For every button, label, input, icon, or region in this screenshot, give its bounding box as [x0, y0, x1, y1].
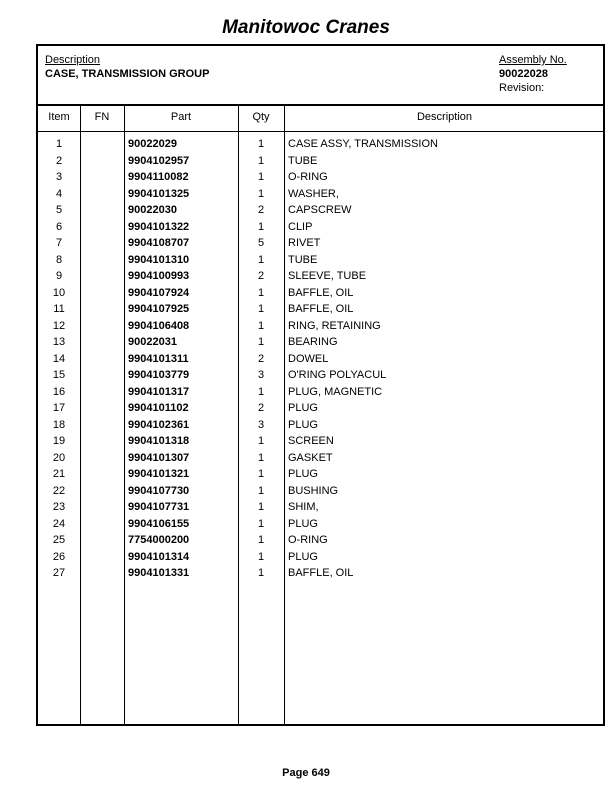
quantity: 1	[257, 253, 265, 266]
quantity: 1	[257, 468, 265, 480]
item-number: 21	[52, 468, 66, 480]
item-number: 16	[52, 385, 66, 398]
quantity: 1	[257, 534, 265, 546]
description-value: CASE, TRANSMISSION GROUP	[45, 68, 210, 80]
part-number: 90022031	[128, 336, 177, 348]
quantity: 1	[257, 303, 265, 315]
parts-list-frame	[36, 44, 605, 726]
item-number: 25	[52, 534, 66, 546]
part-number: 9904101322	[128, 220, 190, 233]
item-number: 3	[55, 171, 63, 183]
header-divider	[38, 104, 603, 106]
part-number: 9904107924	[128, 286, 190, 299]
table-row	[38, 485, 603, 502]
table-row	[38, 468, 603, 485]
part-number: 9904101317	[128, 385, 190, 398]
table-row	[38, 567, 603, 584]
part-description: O'RING POLYACUL	[288, 369, 387, 381]
part-description: SCREEN	[288, 435, 334, 447]
column-header-part: Part	[170, 111, 192, 123]
item-number: 1	[55, 138, 63, 150]
table-row	[38, 171, 603, 188]
part-description: BAFFLE, OIL	[288, 303, 354, 315]
table-row	[38, 551, 603, 568]
part-description: SHIM,	[288, 501, 319, 513]
page-title: Manitowoc Cranes	[222, 17, 390, 38]
item-number: 24	[52, 517, 66, 530]
item-number: 4	[55, 187, 63, 200]
part-description: O-RING	[288, 171, 328, 183]
quantity: 2	[257, 270, 265, 282]
item-number: 26	[52, 550, 66, 563]
table-row	[38, 204, 603, 221]
table-row	[38, 287, 603, 304]
item-number: 13	[52, 336, 66, 348]
part-number: 9904101318	[128, 435, 190, 447]
part-description: RIVET	[288, 237, 321, 249]
part-description: PLUG	[288, 402, 318, 414]
item-number: 14	[52, 352, 66, 365]
quantity: 2	[257, 352, 265, 365]
table-row	[38, 188, 603, 205]
table-row	[38, 402, 603, 419]
table-row	[38, 419, 603, 436]
item-number: 8	[55, 253, 63, 266]
quantity: 3	[257, 369, 265, 381]
table-row	[38, 237, 603, 254]
part-description: CLIP	[288, 220, 313, 233]
quantity: 1	[257, 435, 265, 447]
part-description: TUBE	[288, 253, 318, 266]
part-number: 7754000200	[128, 534, 190, 546]
part-description: RING, RETAINING	[288, 319, 381, 332]
quantity: 1	[257, 501, 265, 513]
part-description: WASHER,	[288, 187, 339, 200]
assembly-no-value: 90022028	[499, 68, 548, 80]
quantity: 5	[257, 237, 265, 249]
quantity: 1	[257, 171, 265, 183]
table-row	[38, 155, 603, 172]
part-description: CAPSCREW	[288, 204, 352, 216]
column-header-description: Description	[416, 111, 473, 123]
assembly-no-label: Assembly No.	[499, 54, 567, 66]
item-number: 20	[52, 451, 66, 464]
table-row	[38, 369, 603, 386]
item-number: 19	[52, 435, 66, 447]
part-description: GASKET	[288, 451, 333, 464]
column-header-item: Item	[48, 111, 70, 123]
item-number: 23	[52, 501, 66, 513]
part-number: 9904101321	[128, 468, 190, 480]
table-row	[38, 221, 603, 238]
part-number: 9904100993	[128, 270, 190, 282]
quantity: 1	[257, 550, 265, 563]
part-number: 90022030	[128, 204, 177, 216]
column-header-qty: Qty	[252, 111, 270, 123]
part-number: 9904102957	[128, 154, 190, 167]
part-number: 90022029	[128, 138, 177, 150]
quantity: 1	[257, 517, 265, 530]
table-row	[38, 452, 603, 469]
quantity: 1	[257, 154, 265, 167]
part-description: CASE ASSY, TRANSMISSION	[288, 138, 438, 150]
table-row	[38, 518, 603, 535]
table-row	[38, 534, 603, 551]
quantity: 1	[257, 319, 265, 332]
part-number: 9904101325	[128, 187, 190, 200]
part-description: O-RING	[288, 534, 328, 546]
column-header-divider	[38, 131, 603, 132]
part-description: PLUG	[288, 517, 318, 530]
table-row	[38, 138, 603, 155]
item-number: 6	[55, 220, 63, 233]
item-number: 10	[52, 286, 66, 299]
table-row	[38, 336, 603, 353]
page-number: Page 649	[282, 767, 330, 779]
part-number: 9904107731	[128, 501, 190, 513]
part-number: 9904101314	[128, 550, 190, 563]
description-label: Description	[45, 54, 101, 66]
quantity: 1	[257, 451, 265, 464]
part-description: PLUG, MAGNETIC	[288, 385, 383, 398]
quantity: 1	[257, 187, 265, 200]
table-row	[38, 435, 603, 452]
part-description: PLUG	[288, 418, 318, 431]
quantity: 1	[257, 336, 265, 348]
part-number: 9904106408	[128, 319, 190, 332]
quantity: 3	[257, 418, 265, 431]
part-number: 9904101307	[128, 451, 190, 464]
part-number: 9904101102	[128, 402, 189, 414]
item-number: 17	[52, 402, 66, 414]
item-number: 12	[52, 319, 66, 332]
quantity: 2	[257, 402, 265, 414]
item-number: 15	[52, 369, 66, 381]
part-description: BAFFLE, OIL	[288, 286, 354, 299]
item-number: 22	[52, 484, 66, 497]
quantity: 1	[257, 567, 265, 579]
part-description: BEARING	[288, 336, 338, 348]
part-number: 9904101310	[128, 253, 190, 266]
quantity: 1	[257, 286, 265, 299]
part-description: DOWEL	[288, 352, 329, 365]
table-row	[38, 270, 603, 287]
part-number: 9904110082	[128, 171, 189, 183]
item-number: 2	[55, 154, 63, 167]
item-number: 11	[53, 303, 65, 315]
column-header-fn: FN	[94, 111, 110, 123]
item-number: 27	[52, 567, 66, 579]
part-number: 9904106155	[128, 517, 190, 530]
part-description: TUBE	[288, 154, 318, 167]
part-number: 9904103779	[128, 369, 190, 381]
table-row	[38, 386, 603, 403]
part-number: 9904101311	[128, 352, 189, 365]
part-description: PLUG	[288, 550, 318, 563]
part-number: 9904107730	[128, 484, 190, 497]
part-number: 9904102361	[128, 418, 190, 431]
item-number: 7	[55, 237, 63, 249]
quantity: 1	[257, 138, 265, 150]
item-number: 18	[52, 418, 66, 431]
item-number: 5	[55, 204, 63, 216]
part-number: 9904107925	[128, 303, 190, 315]
table-row	[38, 303, 603, 320]
revision-label: Revision:	[499, 82, 545, 94]
part-description: SLEEVE, TUBE	[288, 270, 367, 282]
part-description: BAFFLE, OIL	[288, 567, 354, 579]
part-description: PLUG	[288, 468, 318, 480]
table-row	[38, 254, 603, 271]
part-number: 9904101331	[128, 567, 190, 579]
table-row	[38, 320, 603, 337]
quantity: 1	[257, 385, 265, 398]
quantity: 2	[257, 204, 265, 216]
table-row	[38, 353, 603, 370]
table-row	[38, 501, 603, 518]
part-number: 9904108707	[128, 237, 190, 249]
parts-table-body	[38, 138, 603, 584]
part-description: BUSHING	[288, 484, 339, 497]
quantity: 1	[257, 484, 265, 497]
quantity: 1	[257, 220, 265, 233]
item-number: 9	[55, 270, 63, 282]
